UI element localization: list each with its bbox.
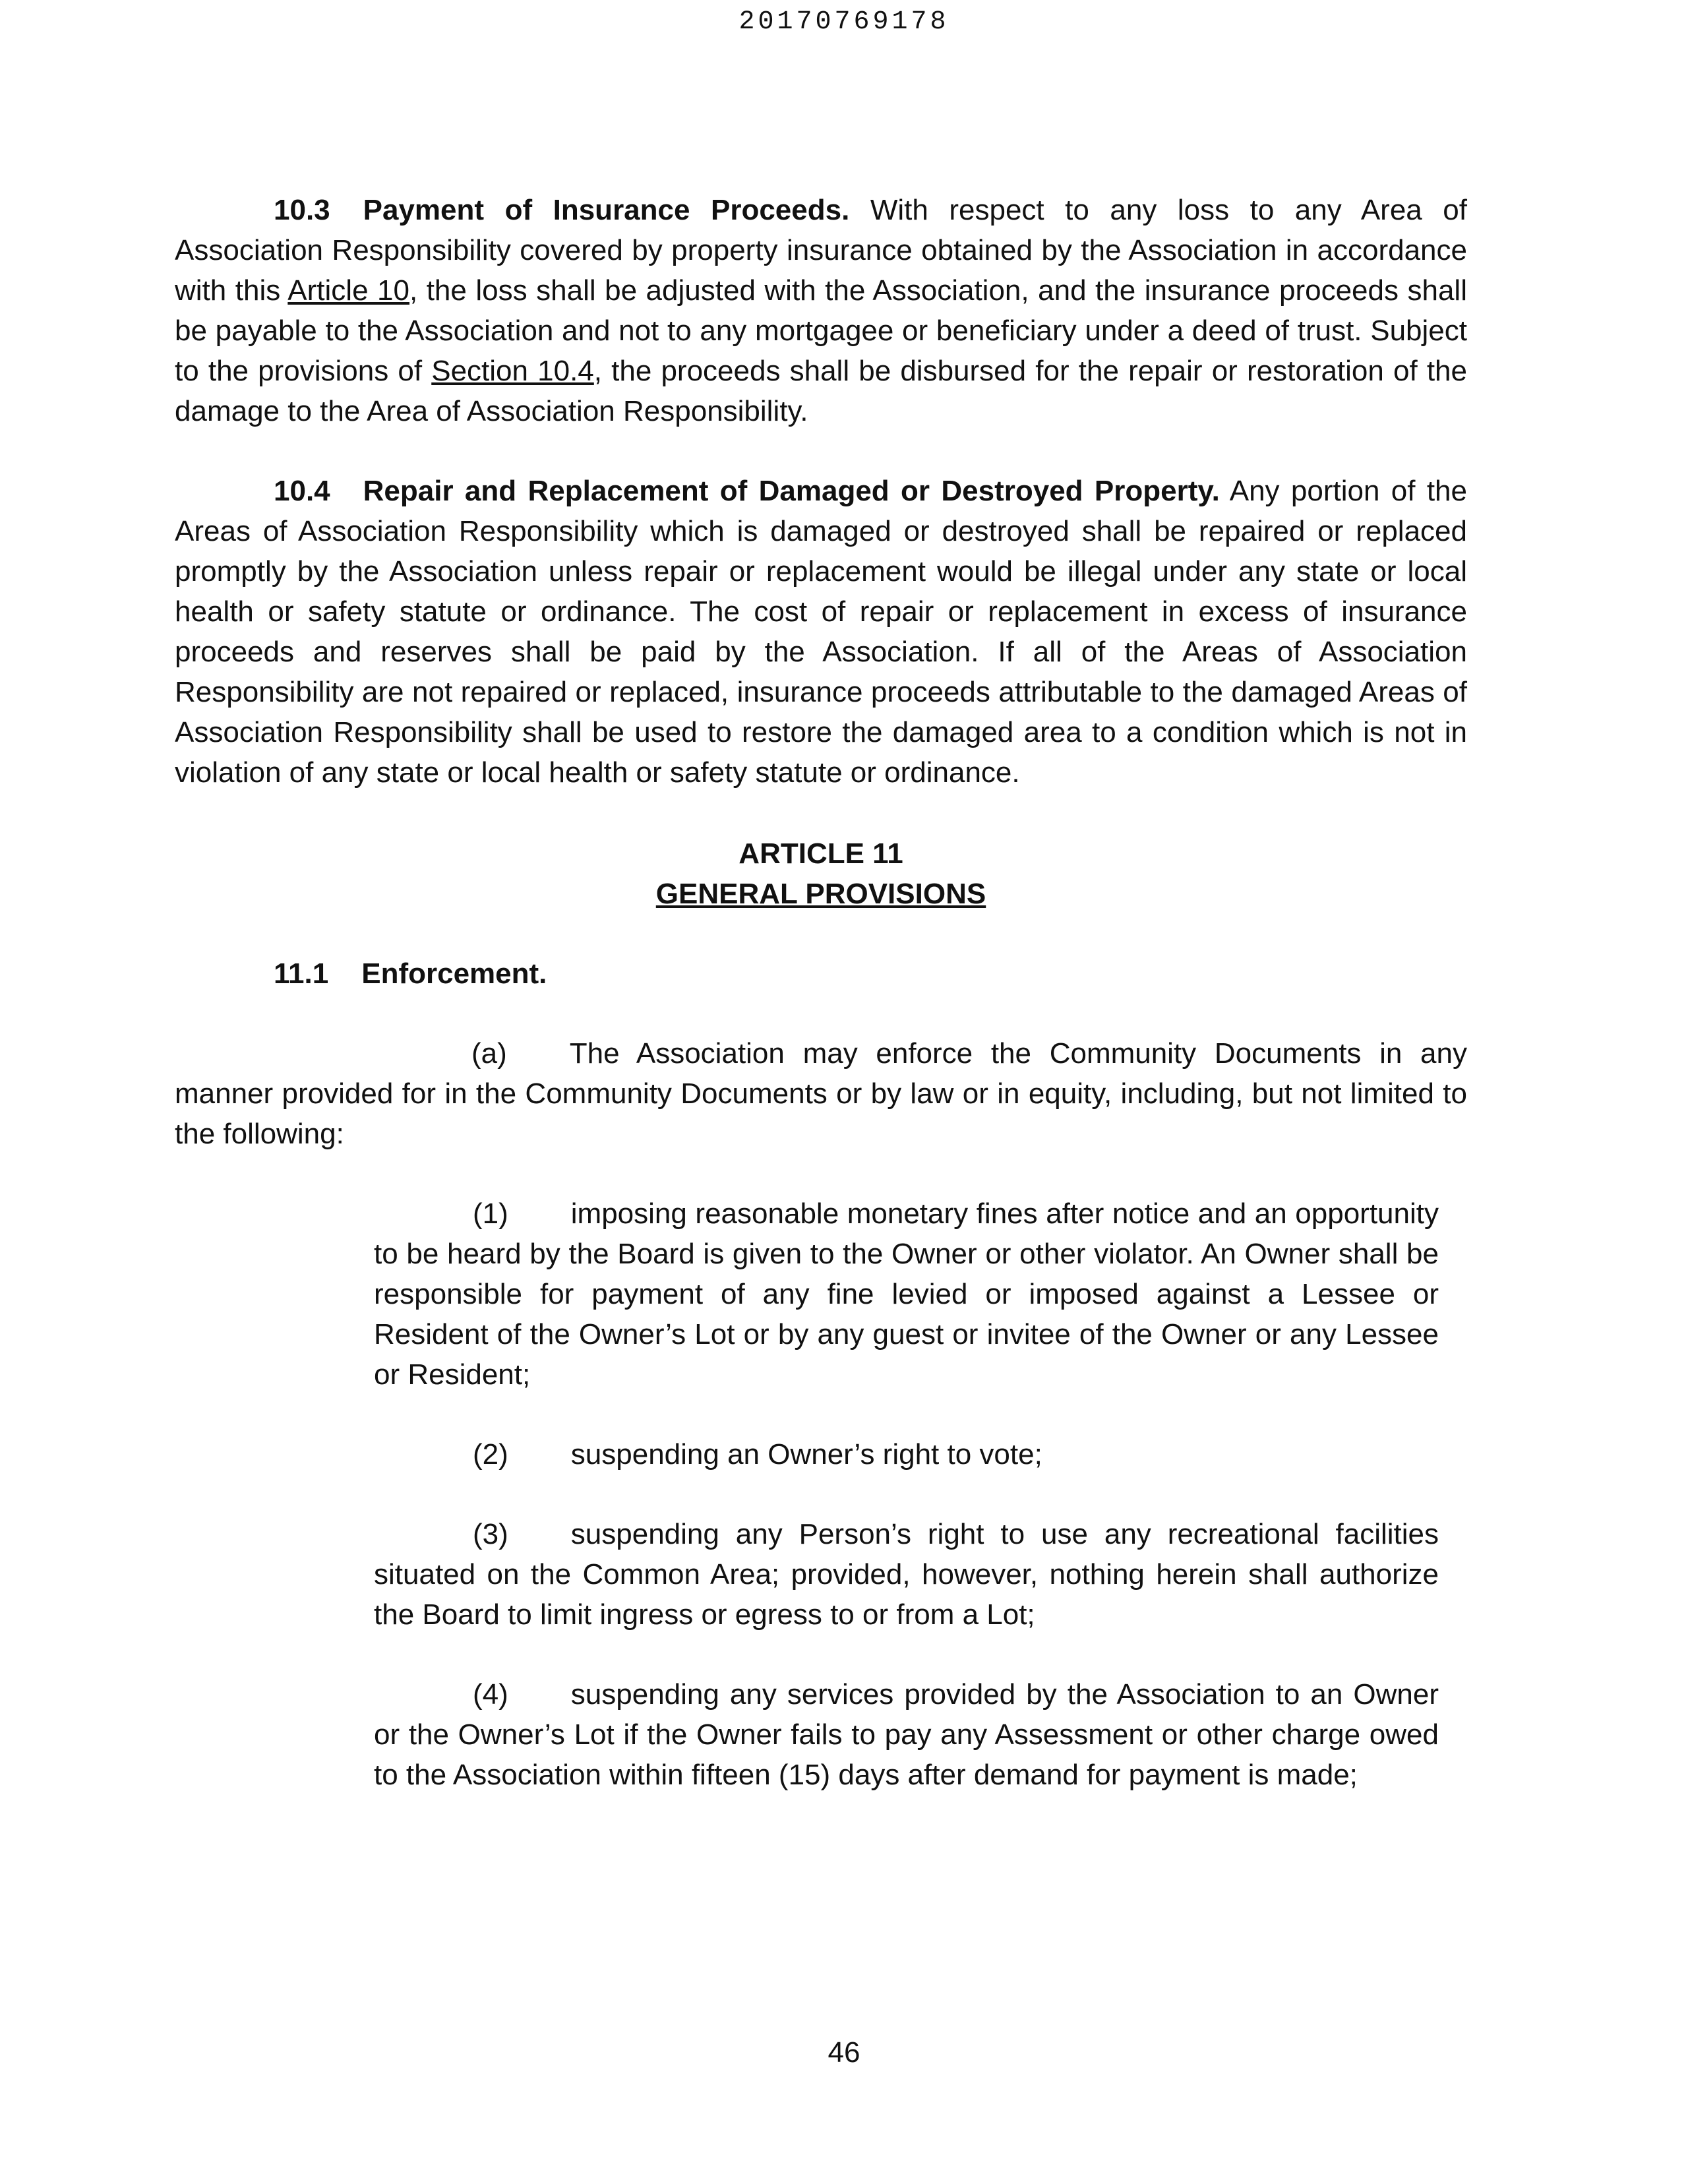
list-item-label: (2) (473, 1438, 508, 1471)
list-item-text: suspending any Person’s right to use any recreational facilities situated on the Common Area; provided, however, nothing herein shall authorize the Board to limit ingress or egress to or from a Lot; (374, 1518, 1439, 1631)
section-11-1-heading (175, 954, 1467, 994)
section-11-1-title: Enforcement. (361, 957, 547, 990)
page-body (175, 190, 1467, 1795)
paragraph-a-text: The Association may enforce the Community Documents in any manner provided for in the Community Documents or by law or in equity, including, but not limited to the following: (175, 1037, 1467, 1150)
article-10-reference: Article 10 (287, 274, 409, 307)
section-10-3-number: 10.3 (274, 194, 330, 226)
section-10-4-number: 10.4 (274, 475, 330, 507)
section-10-3-paragraph (175, 190, 1467, 431)
section-11-1-number: 11.1 (274, 957, 329, 990)
section-10-4-text: Any portion of the Areas of Association Responsibility which is damaged or destroyed shall be repaired or replaced promptly by the Association unless repair or replacement would be illegal under any state or local health or safety statute or ordinance. The cost of repair or replacement in excess of insurance proceeds and reserves shall be paid by the Association. If all of the Areas of Association Responsibility are not repaired or replaced, insurance proceeds attributable to the damaged Areas of Association Responsibility shall be used to restore the damaged area to a condition which is not in violation of any state or local health or safety statute or ordinance. (175, 475, 1467, 789)
article-11-label: ARTICLE 11 (738, 837, 903, 870)
section-10-3-text-2: , the loss shall be adjusted with the Association, and the insurance proceeds shall be payable to the Association and not to any mortgagee or beneficiary under a deed of trust. Subject to the provisions of (175, 274, 1467, 387)
list-item-label: (1) (473, 1198, 508, 1230)
list-item-text: imposing reasonable monetary fines after notice and an opportunity to be heard by the Board is given to the Owner or other violator. An Owner shall be responsible for payment of any fine levied or imposed against a Lessee or Resident of the Owner’s Lot or by any guest or invitee of the Owner or any Lessee or Resident; (374, 1198, 1439, 1391)
list-item-text: suspending any services provided by the Association to an Owner or the Owner’s Lot if the Owner fails to pay any Assessment or other charge owed to the Association within fifteen (15) days after demand for payment is made; (374, 1678, 1439, 1791)
section-10-3-text-3: , the proceeds shall be disbursed for the repair or restoration of the damage to the Area of Association Responsibility. (175, 355, 1468, 427)
section-10-4-paragraph (175, 471, 1467, 793)
paragraph-a-label: (a) (471, 1037, 507, 1070)
list-item (374, 1674, 1439, 1795)
list-item (374, 1434, 1439, 1474)
enforcement-list (374, 1194, 1439, 1795)
paragraph-a (175, 1033, 1467, 1154)
page-number: 46 (828, 2036, 860, 2069)
section-10-3-title: Payment of Insurance Proceeds. (363, 194, 850, 226)
list-item (374, 1194, 1439, 1395)
section-10-4-reference: Section 10.4 (431, 355, 594, 387)
section-10-3-text-1: With respect to any loss to any Area of Association Responsibility covered by property insurance obtained by the Association in accordance with this (175, 194, 1467, 307)
article-11-title: GENERAL PROVISIONS (655, 878, 986, 910)
list-item-label: (3) (473, 1518, 508, 1550)
document-number: 20170769178 (738, 7, 950, 37)
list-item (374, 1514, 1439, 1635)
list-item-label: (4) (473, 1678, 508, 1711)
list-item-text: suspending an Owner’s right to vote; (570, 1438, 1042, 1471)
section-10-4-title: Repair and Replacement of Damaged or Destroyed Property. (363, 475, 1220, 507)
